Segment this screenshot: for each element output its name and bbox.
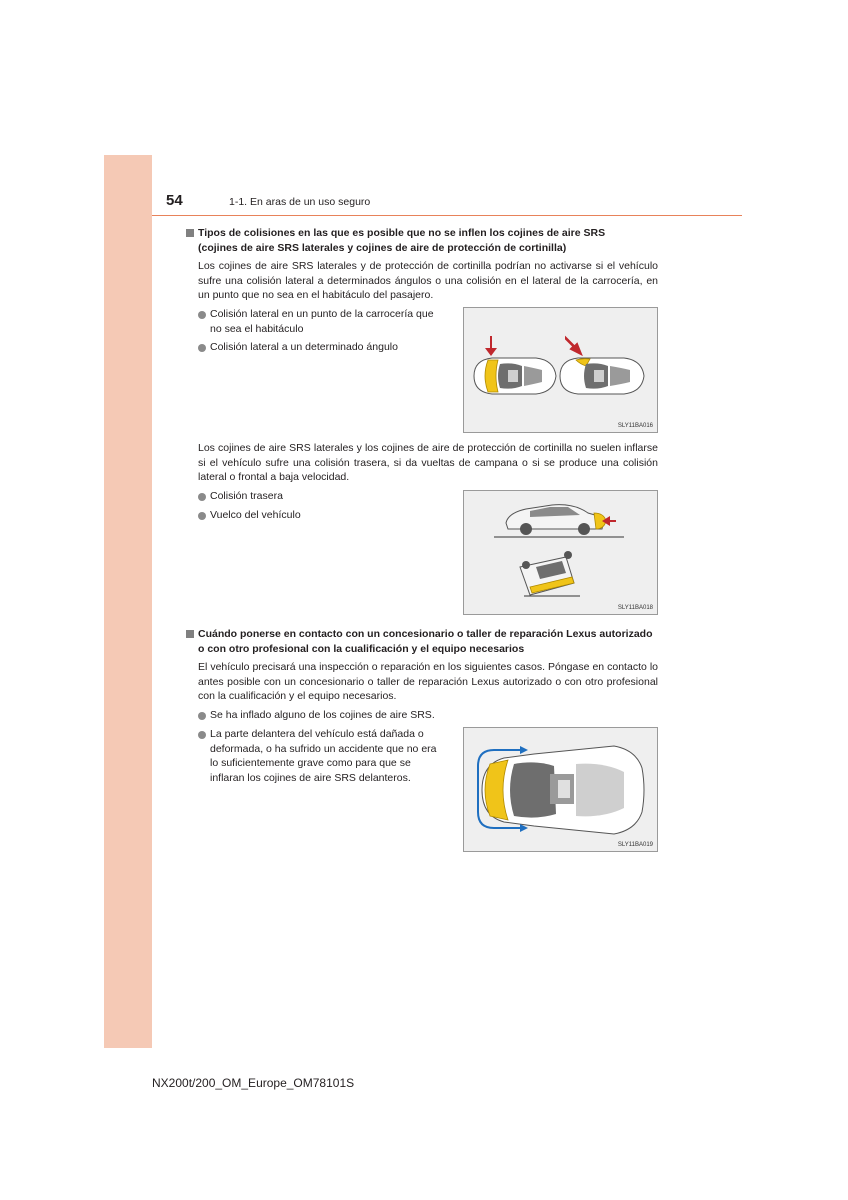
bullet-text-line1: Colisión lateral en un punto de la carrocería que — [210, 308, 434, 320]
section-title: 1-1. En aras de un uso seguro — [229, 196, 371, 208]
bullet-dot-icon — [198, 731, 206, 739]
bullet-text: Colisión lateral a un determinado ángulo — [210, 341, 398, 353]
section2-heading-line1: Cuándo ponerse en contacto con un concesionario o taller de reparación Lexus autorizado — [198, 628, 653, 640]
car-top-view-icon — [560, 358, 644, 394]
square-bullet-icon — [186, 630, 194, 638]
bullet-text-line3: lo suficientemente grave como para que se — [210, 757, 411, 769]
bullet-text: Vuelco del vehículo — [210, 509, 301, 521]
car-side-view-icon — [506, 505, 606, 535]
header-rule — [152, 215, 742, 216]
bullet-dot-icon — [198, 712, 206, 720]
bullet-dot-icon — [198, 512, 206, 520]
side-collision-illustration — [464, 308, 657, 432]
figure-code: SLY11BA018 — [617, 605, 653, 611]
impact-arrow-icon — [485, 336, 497, 356]
bullet-dot-icon — [198, 344, 206, 352]
square-bullet-icon — [186, 229, 194, 237]
chapter-tab — [104, 155, 152, 1048]
page-number: 54 — [166, 192, 183, 209]
section1-paragraph1: Los cojines de aire SRS laterales y de protección de cortinilla podrían no activarse si el vehículo sufre una colisión lateral a determinados ángulos o una colisión en el lateral de la carrocería, en un punto que no sea en el habitáculo del pasajero. — [198, 260, 658, 301]
bullet-dot-icon — [198, 311, 206, 319]
car-top-view-icon — [482, 746, 644, 834]
section1-heading-line1: Tipos de colisiones en las que es posible que no se inflen los cojines de aire SRS — [198, 227, 606, 239]
car-rollover-icon — [520, 551, 574, 595]
bullet-text-line4: inflaran los cojines de aire SRS delanteros. — [210, 771, 411, 784]
section1-heading-line2: (cojines de aire SRS laterales y cojines de aire de protección de cortinilla) — [198, 242, 567, 254]
section2-paragraph1: El vehículo precisará una inspección o reparación en los siguientes casos. Póngase en contacto lo antes posible con un concesionario o taller de reparación Lexus autorizado o con otro profesional con la cualificación y el equipo necesarios. — [198, 661, 658, 702]
section1-paragraph2: Los cojines de aire SRS laterales y los cojines de aire de protección de cortinilla no suelen inflarse si el vehículo sufre una colisión trasera, si da vueltas de campana o si se produce una colisión lateral o frontal a baja velocidad. — [198, 442, 658, 483]
bullet-text: Colisión trasera — [210, 490, 283, 502]
rear-rollover-illustration — [464, 491, 657, 614]
bullet-text: Se ha inflado alguno de los cojines de aire SRS. — [210, 709, 435, 721]
figure-code: SLY11BA016 — [617, 423, 653, 429]
figure-code: SLY11BA019 — [617, 842, 653, 848]
bullet-text-line2: no sea el habitáculo — [210, 322, 304, 335]
front-damage-illustration — [464, 728, 657, 851]
arrow-head-icon — [520, 746, 528, 754]
figure-side-collision — [463, 307, 658, 433]
bullet-text-line1: La parte delantera del vehículo está dañada o — [210, 728, 424, 740]
figure-front-damage — [463, 727, 658, 852]
bullet-text-line2: deformada, o ha sufrido un accidente que no era — [210, 742, 437, 755]
figure-rear-and-rollover — [463, 490, 658, 615]
section2-heading-line2: o con otro profesional con la cualificación y el equipo necesarios — [198, 643, 525, 655]
car-top-view-icon — [474, 358, 556, 394]
bullet-dot-icon — [198, 493, 206, 501]
impact-arrow-icon — [566, 338, 581, 354]
document-code: NX200t/200_OM_Europe_OM78101S — [152, 1076, 355, 1090]
